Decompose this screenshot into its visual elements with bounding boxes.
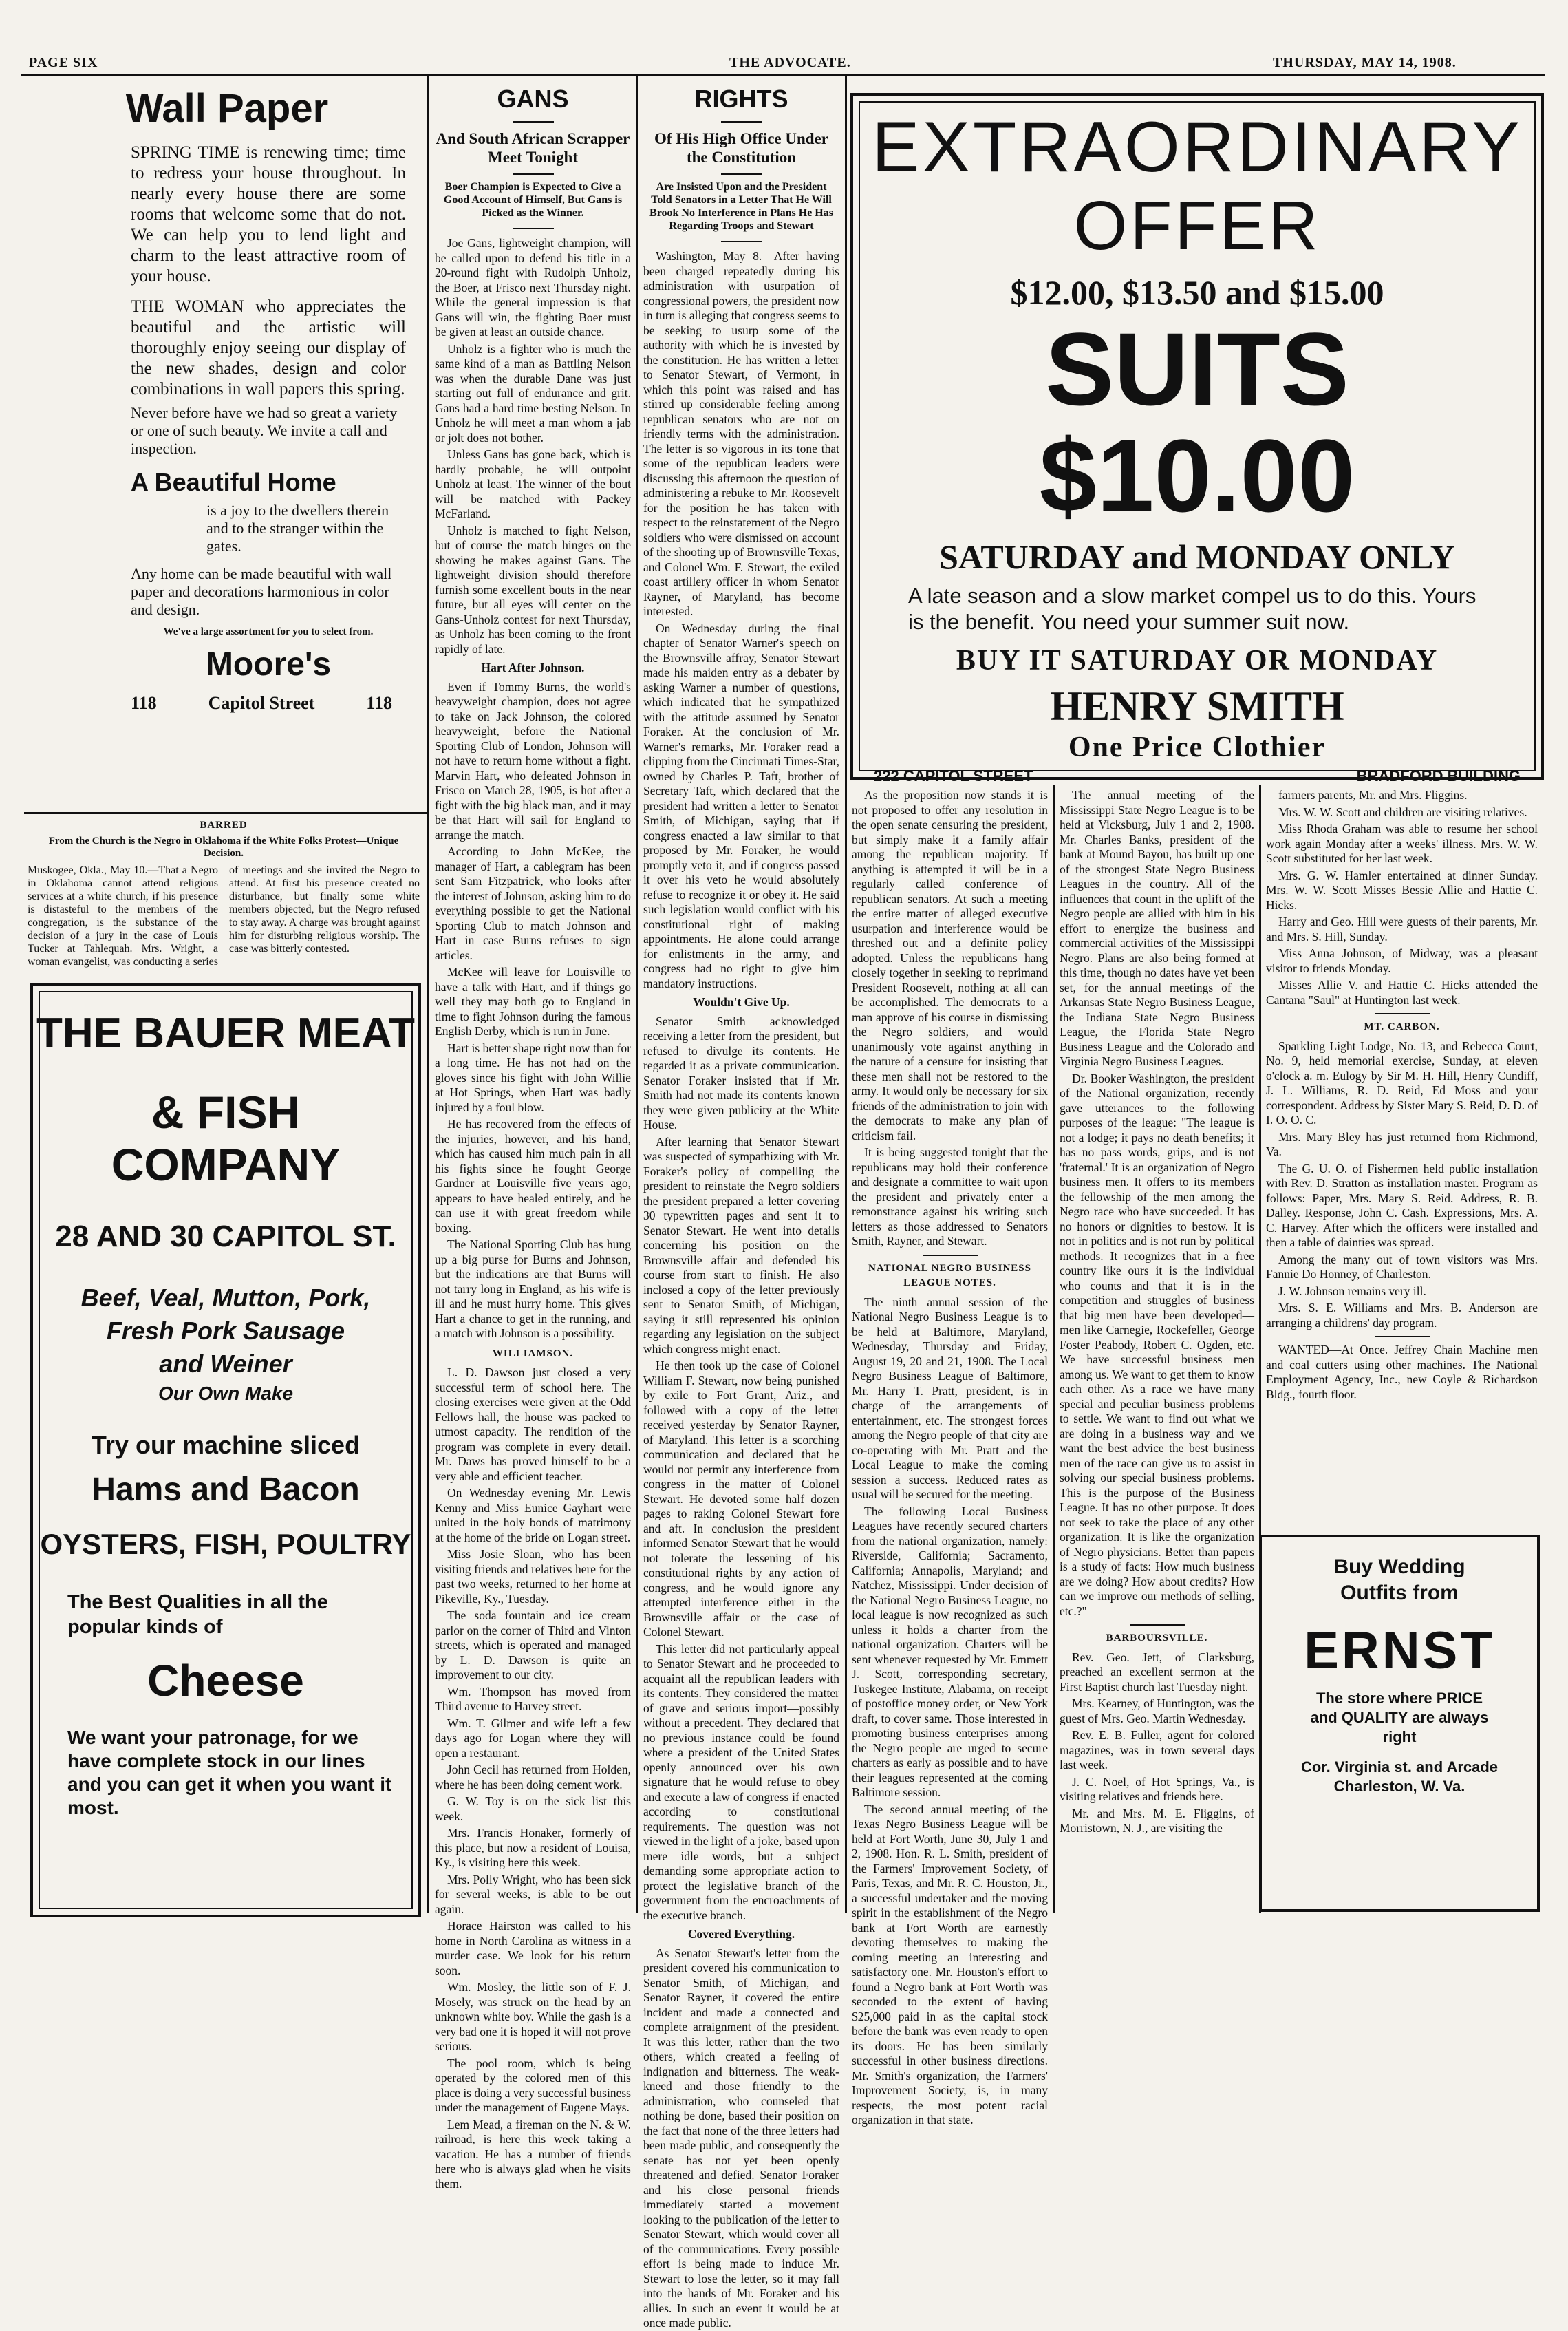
- gans-head: GANS: [497, 85, 569, 113]
- wallpaper-title: Wall Paper: [125, 86, 329, 131]
- ernst-address: Cor. Virginia st. and Arcade Charleston, W. Va.: [1300, 1758, 1499, 1795]
- williamson-para: Mrs. Polly Wright, who has been sick for several weeks, is able to be out again.: [435, 1872, 631, 1916]
- mt-carbon-para: Among the many out of town visitors was Mrs. Fannie Do Honney, of Charleston.: [1266, 1252, 1538, 1281]
- bauer-meats-3: and Weiner: [159, 1350, 292, 1378]
- rights-para: After learning that Senator Stewart was suspected of sympathizing with Mr. Foraker's policy of compelling the president to reinstate the Negro soldiers the president prepared a letter covering 30 typewritten pages and sent it to Senator Stewart. He went into details concerning his position on the Brownsville affair and defended his course from start to finish. He also inclosed a copy of the letter previously sent to Senator Smith, of Michigan, saying it still represented his opinion regarding any legislation on the subject which congress might enact.: [643, 1134, 839, 1356]
- gans-deck2: Boer Champion is Expected to Give a Good Account of Himself, But Gans is Picked as the Winner.: [443, 181, 623, 219]
- barred-head: BARRED: [200, 820, 248, 831]
- bauer-address: 28 AND 30 CAPITOL ST.: [55, 1220, 396, 1253]
- rights-para: As the proposition now stands it is not proposed to offer any resolution in the open senate censuring the president, but simply make it a family affair among the republican majority. If anything is attempted it will be in a regularly called conference of republican senators. At such a meeting the entire matter of alleged executive usurpation and interference would be threshed out and a definite policy adopted. Unless the republicans hang closely together in seeking to reprimand President Roosevelt, nothing at all can be accomplished. The democrats to a man approve of his course in dismissing the Negro soldiers, and would unanimously vote against anything in the nature of a censure for insisting that these men shall not be restored to the army. It would only be necessary for six friends of the administration to join with the democrats to make any plan of criticism fail.: [852, 788, 1048, 1142]
- locals-para: Mrs. G. W. Hamler entertained at dinner Sunday. Mrs. W. W. Scott Misses Bessie Allie and Hattie C. Hicks.: [1266, 868, 1538, 912]
- henry-days: SATURDAY and MONDAY ONLY: [939, 537, 1455, 576]
- mt-carbon-para: Sparkling Light Lodge, No. 13, and Rebecca Court, No. 9, held memorial exercise, Sunday, at eleven o'clock a. m. Eulogy by Sir M. H. Hill, Henry Cundiff, J. L. Williams, R. D. Reid, Ed Moss and your correspondent. Address by Sister Mary S. Reid, D. D. of I. O. O. C.: [1266, 1039, 1538, 1127]
- barboursville-para: Mr. and Mrs. M. E. Fliggins, of Morristown, N. J., are visiting the: [1060, 1806, 1254, 1835]
- gans-para: Unless Gans has gone back, which is hardly probable, he will outpoint Unholz at least. The winner of the bout will be matched with Packey McFarland.: [435, 447, 631, 520]
- gans-para: He has recovered from the effects of the injuries, however, and his hand, which has caused him much pain in all his fights since he fought George Gardner at Louisville five years ago, appears to have healed entirely, and he can use it with great freedom while boxing.: [435, 1117, 631, 1235]
- rights-deck1: Of His High Office Under the Constitution: [654, 130, 828, 166]
- rights-deck2: Are Insisted Upon and the President Told Senators in a Letter That He Will Brook No Interference in Plans He Has Regarding Troops and Stewart: [649, 181, 833, 232]
- barboursville-head: BARBOURSVILLE.: [1106, 1632, 1208, 1643]
- henry-offer: OFFER: [1073, 187, 1321, 264]
- bauer-hams-bacon: Hams and Bacon: [92, 1471, 360, 1508]
- barboursville-para: Rev. E. B. Fuller, agent for colored magazines, was in town several days last week.: [1060, 1728, 1254, 1771]
- wanted-notice: WANTED—At Once. Jeffrey Chain Machine men and coal cutters using other machines. The National Employment Agency, Inc., new Coyle & Richardson Bldg., fourth floor.: [1266, 1343, 1538, 1401]
- williamson-para: Lem Mead, a fireman on the N. & W. railroad, is here this week taking a vacation. He has a number of friends here who is always glad when he visits them.: [435, 2117, 631, 2191]
- ernst-name: ERNST: [1304, 1621, 1495, 1680]
- league-continued: [1060, 788, 1254, 1910]
- bauer-meats-1: Beef, Veal, Mutton, Pork,: [80, 1284, 371, 1312]
- rights-subhead-wouldnt: Wouldn't Give Up.: [693, 995, 790, 1009]
- williamson-para: Horace Hairston was called to his home in North Carolina as witness in a murder case. We look for his return soon.: [435, 1919, 631, 1977]
- williamson-para: Wm. T. Gilmer and wife left a few days ago for Logan where they will open a restaurant.: [435, 1716, 631, 1760]
- rights-para: Washington, May 8.—After having been charged repeatedly during his administration with usurpation of congressional powers, the president now in turn is alleging that congress seems to be seeking to usurp some of the authority with which he is invested by the constitution. He has written a letter to Senator Stewart, of Vermont, in which this point was raised and has stirred up considerable feeling among republican senators who are not on friendly terms with the administration. The letter is so vigorous in its tone that some of the republican leaders were discussing this afternoon the question of administering a rebuke to Mr. Roosevelt for the position he has taken with respect to the reinstatement of the Negro soldiers who were dismissed on account of the shooting up of Brownsville Texas, and Colonel Wm. F. Stewart, the exiled coast artillery officer in whom Senator Rayner, of Maryland, has become interested.: [643, 249, 839, 618]
- wallpaper-p1: SPRING TIME is renewing time; time to redress your house throughout. In nearly every house there are some rooms that welcome some that do not. We can help you to lend light and charm to the least attractive room of your house.: [131, 143, 406, 286]
- locals-para: Harry and Geo. Hill were guests of their parents, Mr. and Mrs. S. Hill, Sunday.: [1266, 915, 1538, 944]
- gans-para: According to John McKee, the manager of Hart, a cablegram has been sent Sam Fitzpatrick, who looks after the interest of Johnson, asking him to do everything possible to get the National Sporting Club to match Johnson and Hart in case Burns refuses to sign articles.: [435, 844, 631, 962]
- page-number: PAGE SIX: [29, 55, 98, 70]
- locals-para: farmers parents, Mr. and Mrs. Fliggins.: [1278, 788, 1468, 802]
- gans-para: Even if Tommy Burns, the world's heavyweight champion, does not agree to take on Jack Johnson, the colored heavyweight, before the National Sporting Club of London, Johnson will not have to return home without a fight. Marvin Hart, who defeated Johnson in Frisco on March 28, 1905, is hot after a fight with the big black man, and it may be that Hart will sail for England to arrange the match.: [435, 679, 631, 842]
- bauer-best-qualities: The Best Qualities in all the popular kinds of: [67, 1591, 328, 1638]
- gans-subhead-hart: Hart After Johnson.: [481, 661, 585, 674]
- bauer-oysters: OYSTERS, FISH, POULTRY: [40, 1528, 411, 1560]
- beautiful-home-heading: A Beautiful Home: [131, 468, 336, 496]
- wallpaper-p2: THE WOMAN who appreciates the beautiful and the artistic will thoroughly enjoy seeing our display of the new shades, design and color combinations in wall papers this spring.: [131, 297, 406, 398]
- gans-para: McKee will leave for Louisville to have a talk with Hart, and if things go well they may both go to England in time to fight Johnson during the famous English Derby, which is run in June.: [435, 965, 631, 1038]
- bauer-own-make: Our Own Make: [158, 1383, 294, 1404]
- ernst-ad: [1259, 1535, 1540, 1912]
- gans-article: [435, 81, 631, 2191]
- rights-para: This letter did not particularly appeal to Senator Stewart and he proceeded to acquaint all the republican leaders with its contents. They considered the matter of grave and serious import—possibly without a precedent. They declared that no previous instance could be found where a president of the United States openly announced over his own signature that he would refuse to obey and execute a law of congress if enacted according to constitutional requirements. The question was not viewed in the light of a joke, based upon mere idle words, but a subject demanding some appropriate action to protect the legislative branch of the government from the encroachments of the executive branch.: [643, 1641, 839, 1922]
- issue-date: THURSDAY, MAY 14, 1908.: [1273, 55, 1457, 70]
- mt-carbon-para: J. W. Johnson remains very ill.: [1278, 1284, 1426, 1298]
- henry-suits: SUITS: [1045, 311, 1349, 427]
- league-para: Dr. Booker Washington, the president of the National organization, recently gave utterances to the following purposes of the league: "The league is not a lodge; it pays no death benefits; it has no pass words, grips, and is not 'fraternal.' It is an organization of Negro business men. It offers to its members the fellowship of the men among the Negro race who have succeeded. It has no honors or dignities to bestow. It is not in politics and is not run by political methods. It recognizes that in a free country like ours it is the individual who counts and that it is in the competition and struggles of business that big men have been developed—men like Carnegie, Rockefeller, George Foster Peabody, Robert C. Ogden, etc. We have successful business men among us. We want to get them to know each other. As a race we have many special and peculiar business problems to settle. We want to find out what we are doing in a business way and we want the best advice the best business men of the race can give us to assist in solving our special business problems. This is the purpose of the Business League. It has no other purpose. It does not seek to take the place of any other organization. It is like the organization of Negro physicians. Better than papers is a study of facts: How much business are we doing? How about credits? How can we improve our methods of selling, etc.?": [1060, 1071, 1254, 1618]
- mt-carbon-para: Mrs. S. E. Williams and Mrs. B. Anderson are arranging a childrens' day program.: [1266, 1301, 1538, 1330]
- mt-carbon-para: Mrs. Mary Bley has just returned from Richmond, Va.: [1266, 1129, 1538, 1158]
- williamson-para: John Cecil has returned from Holden, where he has been doing cement work.: [435, 1763, 631, 1791]
- rights-article: [643, 81, 839, 2330]
- henry-street: 222 CAPITOL STREET: [874, 767, 1033, 785]
- henry-body: A late season and a slow market compel us to do this. Yours is the benefit. You need your summer suit now.: [908, 584, 1476, 634]
- league-para: The following Local Business Leagues have recently secured charters from the national organization, namely: Riverside, California; Sacramento, California; Annapolis, Maryland; and Natchez, Mississippi. Under decision of the National Negro Business League, no local league is now recognized as such unless it holds a charter from the national organization. Charters will be sent whenever requested by Mr. Emmett J. Scott, corresponding secretary, Tuskegee Institute, Alabama, on receipt of postoffice money order, or New York draft, to cover same. Those interested in promoting business enterprises among the Negro people are urged to secure charters as early as possible and to have their leagues represented at the coming Baltimore session.: [852, 1504, 1048, 1799]
- bauer-meats-2: Fresh Pork Sausage: [106, 1317, 345, 1345]
- ernst-buy: Buy Wedding Outfits from: [1333, 1555, 1465, 1604]
- williamson-para: The soda fountain and ice cream parlor on the corner of Third and Vinton streets, which is operated and managed by L. D. Dawson is quite an improvement to our city.: [435, 1608, 631, 1681]
- gans-para: Unholz is a fighter who is much the same kind of a man as Battling Nelson was when the durable Dane was just starting out full of endurance and grit. Gans had a hard time besting Nelson. In Unholz he will meet a man whom a jab or jolt does not bother.: [435, 341, 631, 445]
- locals-para: Misses Allie V. and Hattie C. Hicks attended the Cantana "Saul" at Huntington last week.: [1266, 978, 1538, 1007]
- barred-text: Muskogee, Okla., May 10.—That a Negro in Oklahoma cannot attend religious services at a white church, if his presence is distasteful to the members of the congregation, is the substance of the decision of a jury in the case of Louis Tucker at Tahlequah. Mrs. Wright, a woman evangelist, was conducting a series of meetings and she invited the Negro to attend. At first his presence created no disturbance, but finally some white members objected, but the Negro refused to stay away. A charge was brought against him for disturbing religious worship. The case was bitterly contested.: [28, 864, 420, 968]
- bauer-patronage: We want your patronage, for we have complete stock in our lines and you can get it when you want it most.: [67, 1727, 392, 1818]
- williamson-head: WILLIAMSON.: [492, 1348, 574, 1359]
- locals-para: Miss Anna Johnson, of Midway, was a pleasant visitor to friends Monday.: [1266, 946, 1538, 975]
- gans-deck1: And South African Scrapper Meet Tonight: [436, 130, 630, 166]
- barboursville-para: Rev. Geo. Jett, of Clarksburg, preached an excellent sermon at the First Baptist church last Tuesday night.: [1060, 1650, 1254, 1694]
- wallpaper-p5: Any home can be made beautiful with wall paper and decorations harmonious in color and design.: [131, 565, 392, 618]
- moores-addr-right: 118: [366, 693, 392, 713]
- williamson-para: L. D. Dawson just closed a very successful term of school here. The closing exercises were given at the Odd Fellows hall, the house was packed to utmost capacity. The rendition of the program was complete in every detail. Mr. Daws has proved himself to be a very able and efficient teacher.: [435, 1365, 631, 1483]
- league-para: The ninth annual session of the National Negro Business League is to be held at Baltimore, Maryland, Wednesday, Thursday and Friday, August 19, 20 and 21, 1908. The Local Negro Business League of Baltimore, Mr. Harry T. Pratt, president, is in charge of the arrangements of entertainment, etc. The strongest forces among the Negro people of that city are co-operating with Mr. Pratt and the Local League to make the coming session a success. Reduced rates as usual will be secured for the meeting.: [852, 1295, 1048, 1501]
- rights-continued: [852, 788, 1048, 2127]
- rights-para: It is being suggested tonight that the republicans may hold their conference and designate a committee to wait upon the president and privately enter a remonstrance against his writing such letters as those addressed to Senators Smith, Rayner, and Stewart.: [852, 1145, 1048, 1248]
- mt-carbon-head: MT. CARBON.: [1364, 1021, 1440, 1032]
- moores-addr-left: 118: [131, 693, 157, 713]
- henry-clothier: One Price Clothier: [1068, 732, 1327, 763]
- bauer-name-line1: THE BAUER MEAT: [36, 1010, 415, 1057]
- locals-column: [1266, 788, 1538, 1531]
- bauer-try-sliced: Try our machine sliced: [91, 1431, 361, 1459]
- henry-smith-ad: [850, 93, 1544, 785]
- barboursville-para: J. C. Noel, of Hot Springs, Va., is visiting relatives and friends here.: [1060, 1774, 1254, 1803]
- williamson-para: Miss Josie Sloan, who has been visiting friends and relatives here for the past two weeks, returned to her home at Pikeville, Ky., Tuesday.: [435, 1547, 631, 1606]
- rights-subhead-covered: Covered Everything.: [687, 1927, 795, 1941]
- moores-store-name: Moore's: [205, 646, 332, 683]
- wallpaper-p3: Never before have we had so great a variety or one of such beauty. We invite a call and inspection.: [131, 404, 398, 457]
- henry-building: BRADFORD BUILDING: [1356, 767, 1521, 785]
- barboursville-para: Mrs. Kearney, of Huntington, was the guest of Mrs. Geo. Martin Wednesday.: [1060, 1696, 1254, 1725]
- ernst-tagline: The store where PRICE and QUALITY are always right: [1310, 1690, 1489, 1745]
- bauer-meat-ad: [30, 983, 421, 1917]
- barred-article: [28, 819, 420, 977]
- wallpaper-assortment: We've a large assortment for you to select from.: [163, 626, 374, 637]
- locals-para: Mrs. W. W. Scott and children are visiting relatives.: [1278, 805, 1527, 819]
- rights-para: He then took up the case of Colonel William F. Stewart, now being punished by exile to Fort Grant, Ariz., and followed with a copy of the letter received yesterday by Senator Rayner, of Maryland. This letter is a scorching communication and declared that he would not permit any interference from congress in the matter of Colonel Stewart. He devoted some half dozen pages to raking Colonel Stewart fore and aft. In conclusion the president informed Senator Stewart that he would not tolerate the lessening of his constitutional rights by any action of congress, and he would ignore any attempted interference either in the Brownsville affair or the case of Colonel Stewart.: [643, 1359, 839, 1639]
- bauer-cheese: Cheese: [147, 1656, 304, 1705]
- gans-para: The National Sporting Club has hung up a big purse for Burns and Johnson, but the indications are that Burns will not tarry long in England, as his wife is ill and he must hurry home. This gives Hart a chance to get in the running, and a match with Johnson is a possibility.: [435, 1237, 631, 1340]
- gans-para: Unholz is matched to fight Nelson, but of course the match hinges on the showing he makes against Gans. The lightweight division should therefore furnish some excellent bouts in the near future, but all eyes will center on the Gans-Unholz contest for next Thursday, as Unholz has been coming to the front rapidly of late.: [435, 523, 631, 656]
- rights-para: As Senator Stewart's letter from the president covered his communication to Senator Smith, of Michigan, and Senator Rayner, it covered the entire incident and made a connected and complete arraignment of the president. It was this letter, rather than the two others, which created a feeling of indignation and bitterness. The weak-kneed and those friendly to the administration, who counseled that nothing be done, based their position on the fact that none of the three letters had been made public, and consequently the senate has not yet been openly threatened and defied. Senator Foraker and his close personal friends immediately started a movement looking to the publication of the letter to Senator Stewart, which would cover all of the communications. Every possible effort is being made to induce Mr. Stewart to lose the letter, so it may fall into the hands of Mr. Foraker and his allies. In such an event it would be at once made public.: [643, 1946, 839, 2330]
- henry-buy: BUY IT SATURDAY OR MONDAY: [956, 645, 1439, 677]
- league-head: NATIONAL NEGRO BUSINESS LEAGUE NOTES.: [868, 1262, 1031, 1288]
- henry-extraordinary: EXTRAORDINARY: [872, 107, 1523, 187]
- moores-addr-street: Capitol Street: [208, 693, 315, 713]
- gans-para: Hart is better shape right now than for a long time. He has not had on the gloves since his fight with John Willie at Hot Springs, when Hart was badly injured by a foul blow.: [435, 1041, 631, 1114]
- rights-para: On Wednesday during the final chapter of Senator Warner's speech on the Brownsville affray, Senator Stewart made his maiden entry as a debater by asking Warner a number of questions, which indicated that he sympathized with the attitude assumed by Senator Foraker. At the conclusion of Mr. Warner's remarks, Mr. Foraker read a clipping from the Cincinnati Times-Star, owned by Charles P. Taft, brother of Secretary Taft, which declared that the president had written a letter to Senator Smith, of Michigan, saying that if congress enacted a law similar to that proposed by Mr. Foraker, he would promptly veto it, and if congress passed it over his veto he would absolutely refuse to recognize it or obey it. He said such legislation would conflict with his constitutional right of making appointments. He alone could arrange for enlistments in the army, and congress had no right to give him mandatory instructions.: [643, 621, 839, 990]
- league-para: The annual meeting of the Mississippi State Negro League is to be held at Vicksburg, July 1 and 2, 1908. Mr. Charles Banks, president of the bank at Mound Bayou, has built up one of the strongest State Negro Business Leagues in the country. All of the influences that count in the uplift of the Negro people are allied with him in his effort to energize the business and commercial activities of the Mississippi Negro. Plans are also being formed at this time, though no dates have yet been set, for the annual meetings of the Arkansas State Negro Business League, the Indiana State Negro Business League, the Florida State Negro Business League and the Colorado and Virginia Negro Business Leagues.: [1060, 788, 1254, 1068]
- rights-head: RIGHTS: [694, 85, 788, 113]
- williamson-para: Mrs. Francis Honaker, formerly of this place, but now a resident of Louisa, Ky., is visiting here this week.: [435, 1826, 631, 1869]
- henry-prices: $12.00, $13.50 and $15.00: [1010, 273, 1384, 312]
- williamson-para: Wm. Mosley, the little son of F. J. Mosely, was struck on the head by an unknown white boy. While the gash is a very bad one it is hoped it will not prove serious.: [435, 1980, 631, 2053]
- rights-para: Senator Smith acknowledged receiving a letter from the president, but refused to divulge its contents. He regarded it as a private communication. Senator Foraker insisted that if Mr. Smith had not made its contents known they were given publicity at the White House.: [643, 1014, 839, 1131]
- league-para: The second annual meeting of the Texas Negro Business League will be held at Fort Worth, June 30, July 1 and 2, 1908. Hon. R. L. Smith, president of the Farmers' Improvement Society, of Paris, Texas, and Mr. R. C. Houston, Jr., a successful undertaker and the moving spirit in the establishment of the Negro bank at Fort Worth are earnestly devoting themselves to making the coming meeting an interesting and satisfactory one. Mr. Houston's effort to found a Negro bank at Fort Worth was seconded to the extent of having $25,000 paid in as the capital stock before the bank was even ready to open its doors. He has been similarly successful in other business directions. Mr. Smith's organization, the Farmers' Improvement Society, is, in many respects, the most potent racial organization in that state.: [852, 1802, 1048, 2127]
- williamson-para: On Wednesday evening Mr. Lewis Kenny and Miss Eunice Gayhart were united in the holy bonds of matrimony at the home of the bride on Logan street.: [435, 1486, 631, 1544]
- barred-subhead: From the Church is the Negro in Oklahoma if the White Folks Protest—Unique Decision.: [48, 835, 399, 859]
- henry-price: $10.00: [1039, 418, 1355, 533]
- williamson-para: G. W. Toy is on the sick list this week.: [435, 1794, 631, 1823]
- henry-name: HENRY SMITH: [1050, 683, 1344, 729]
- bauer-name-line2: & FISH COMPANY: [111, 1087, 341, 1190]
- wallpaper-ad: [34, 79, 420, 802]
- gans-para: Joe Gans, lightweight champion, will be called upon to defend his title in a 20-round fight with Rudolph Unholz, the Boer, at Frisco next Thursday night. While the general impression is that Gans will win, the fighting Boer must be given at least an outside chance.: [435, 236, 631, 339]
- williamson-para: Wm. Thompson has moved from Third avenue to Harvey street.: [435, 1684, 631, 1713]
- wallpaper-p4: is a joy to the dwellers therein and to the stranger within the gates.: [206, 502, 389, 555]
- paper-name: THE ADVOCATE.: [729, 55, 851, 70]
- locals-para: Miss Rhoda Graham was able to resume her school work again Monday after a weeks' illness. Mrs. W. W. Scott substituted for her last week.: [1266, 822, 1538, 865]
- mt-carbon-para: The G. U. O. of Fishermen held public installation with Rev. D. Stratton as installation master. Program as follows: Paper, Mrs. Mary S. Reid. Address, R. B. Dalley. Response, John C. Cash. Expressions, Mrs. A. C. Harvey. After which the officers were installed and then a table of dainties was spread.: [1266, 1161, 1538, 1249]
- williamson-para: The pool room, which is being operated by the colored men of this place is doing a very successful business under the management of Eugene Mays.: [435, 2056, 631, 2114]
